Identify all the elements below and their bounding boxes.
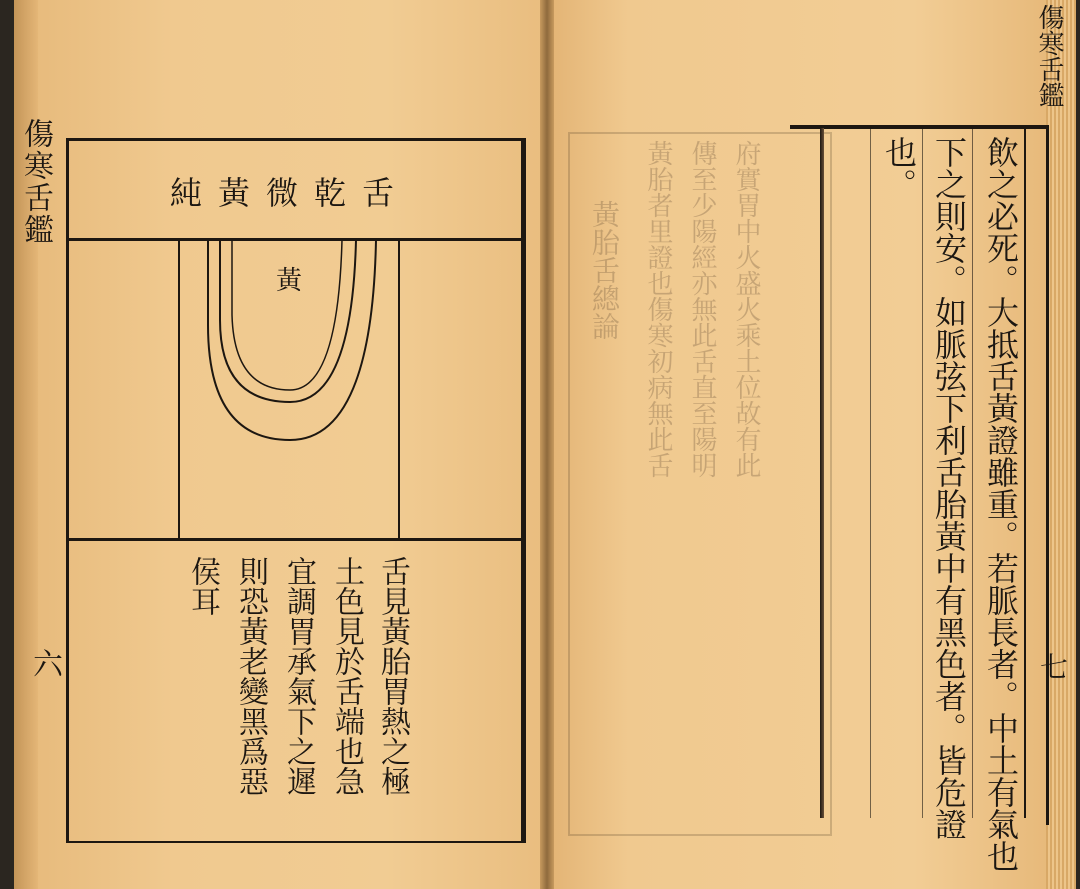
- right-page-edge: [1046, 0, 1076, 889]
- right-frame-top: [790, 125, 1046, 129]
- text-column-1: 飲之必死。大抵舌黃證雖重。若脈長者。中土有氣也: [982, 136, 1020, 872]
- diagram-title: 純黃微乾舌: [170, 174, 411, 212]
- ghost-column-4: 府實胃中火盛火乘土位故有此: [731, 140, 761, 478]
- description-column-4: 則恐黃老變黑爲惡: [233, 556, 268, 796]
- ghost-column-2: 黃胎者里證也傷寒初病無此舌: [643, 140, 673, 478]
- book-spine: [540, 0, 554, 889]
- ghost-frame: [568, 132, 832, 836]
- text-column-3: 也。: [880, 136, 918, 200]
- diagram-right-rule: [398, 240, 400, 538]
- right-column-rule-4: [1024, 128, 1026, 818]
- left-page-number: 六: [27, 648, 62, 678]
- description-column-1: 舌見黃胎胃熱之極: [375, 556, 410, 796]
- right-column-rule-3: [972, 128, 973, 818]
- right-frame-right: [1046, 125, 1049, 825]
- right-column-rule-1: [870, 128, 871, 818]
- description-column-2: 土色見於舌端也急: [329, 556, 364, 796]
- text-column-2: 下之則安。如脈弦下利舌胎黃中有黑色者。皆危證: [930, 136, 968, 840]
- ghost-column-1: 黃胎舌總論: [588, 200, 621, 340]
- right-margin-title: 傷寒舌鑑: [1034, 4, 1064, 108]
- description-column-3: 宜調胃承氣下之遲: [281, 556, 316, 796]
- left-margin-title: 傷寒舌鑑: [18, 118, 53, 246]
- right-page-number: 七: [1036, 652, 1069, 680]
- right-frame-left: [820, 128, 824, 818]
- right-column-rule-2: [922, 128, 923, 818]
- description-column-5: 侯耳: [185, 556, 220, 616]
- diagram-label: 黃: [276, 266, 303, 296]
- diagram-divider: [66, 538, 521, 541]
- ghost-column-3: 傳至少陽經亦無此舌直至陽明: [687, 140, 717, 478]
